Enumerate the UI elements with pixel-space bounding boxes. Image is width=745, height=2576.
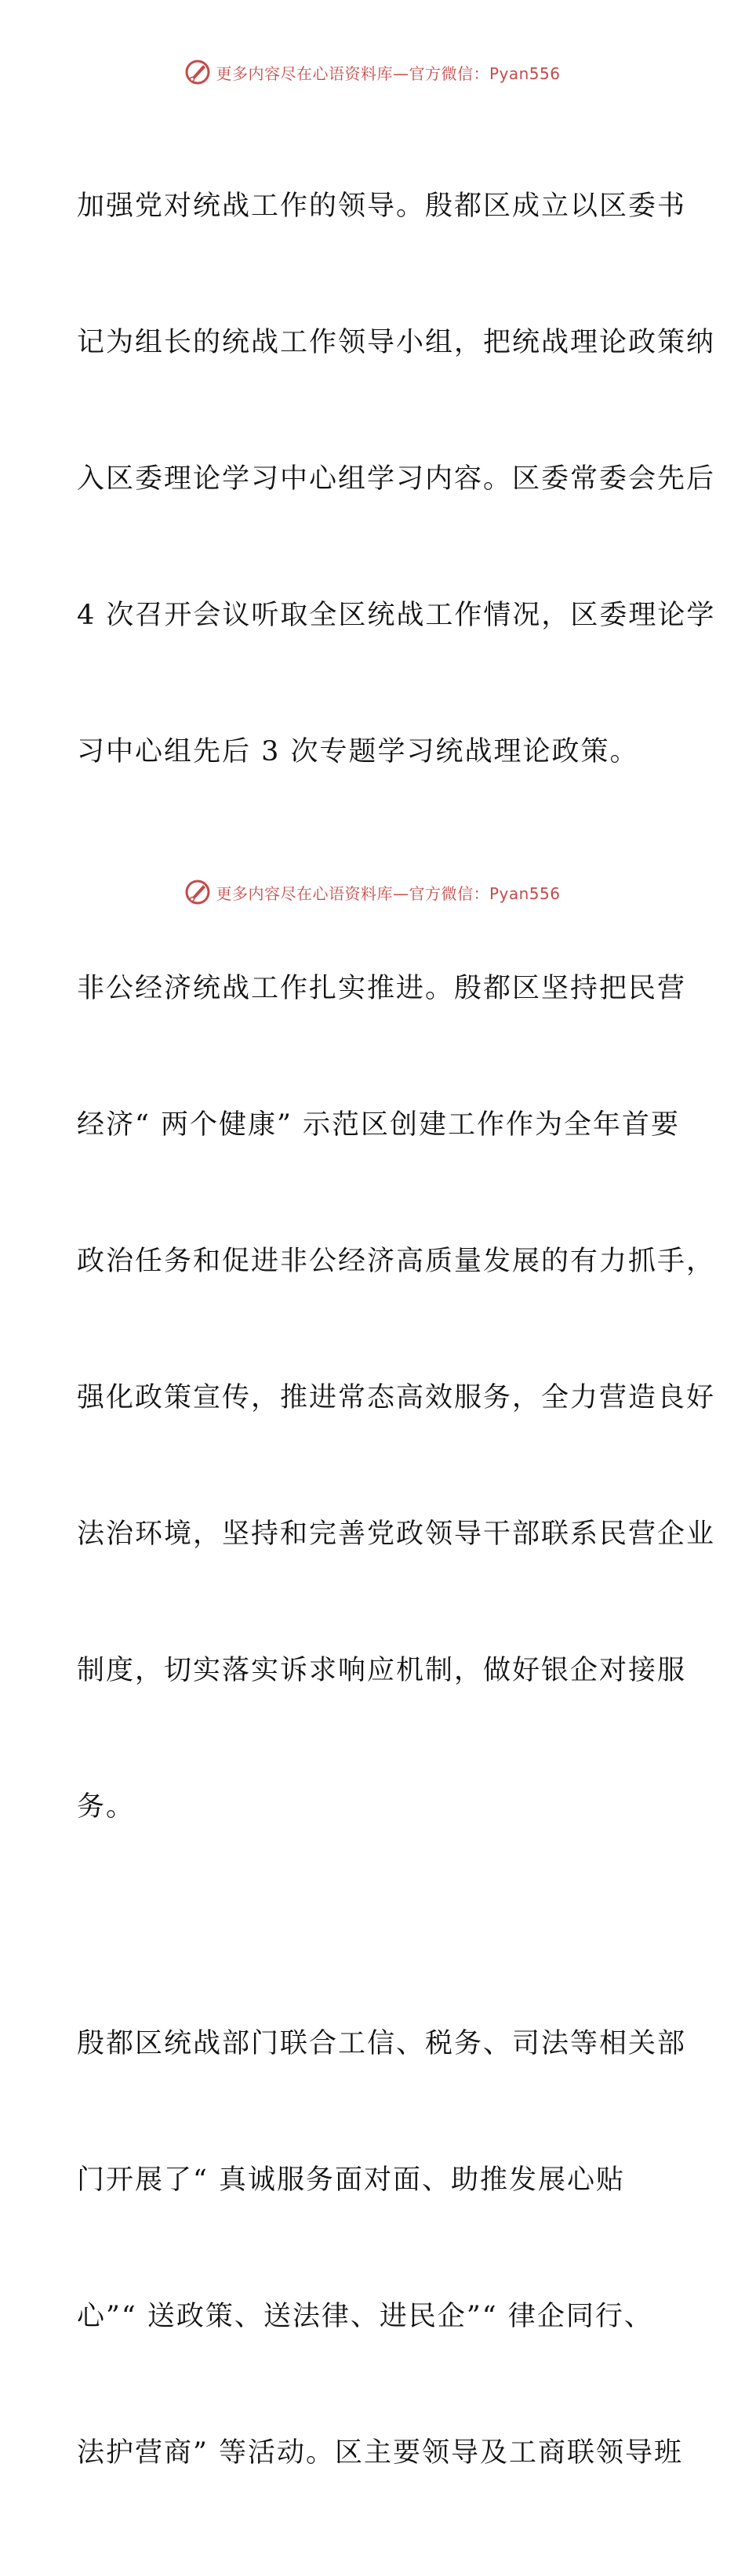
text-line: 习中心组先后 3 次专题学习统战理论政策。 <box>77 736 639 767</box>
text-line: 法治环境，坚持和完善党政领导干部联系民营企业 <box>77 1518 716 1550</box>
text-line: 非公经济统战工作扎实推进。殷都区坚持把民营 <box>77 973 687 1004</box>
paragraph-3 <box>77 1930 687 2567</box>
text-line: 强化政策宣传，推进常态高效服务，全力营造良好 <box>77 1382 716 1413</box>
footer-banner-text: 更多内容尽在心语资料库—官方微信：Pyan556 <box>216 883 561 903</box>
text-line: 门开展了“ 真诚服务面对面、助推发展心贴 <box>77 2164 626 2196</box>
text-line: 入区委理论学习中心组学习内容。区委常委会先后 <box>77 463 716 495</box>
paragraph-1 <box>77 93 716 865</box>
text-line: 记为组长的统战工作领导小组，把统战理论政策纳 <box>77 327 716 358</box>
header-banner[interactable] <box>0 56 745 88</box>
text-line: 政治任务和促进非公经济高质量发展的有力抓手， <box>77 1246 716 1277</box>
text-line: 殷都区统战部门联合工信、税务、司法等相关部 <box>77 2028 687 2059</box>
text-line: 4 次召开会议听取全区统战工作情况，区委理论学 <box>77 600 716 631</box>
text-line: 法护营商” 等活动。区主要领导及工商联领导班 <box>77 2437 684 2469</box>
quill-logo-icon <box>184 59 211 85</box>
text-line: 制度，切实落实诉求响应机制，做好银企对接服 <box>77 1655 687 1686</box>
header-banner-text: 更多内容尽在心语资料库—官方微信：Pyan556 <box>216 63 561 83</box>
footer-banner[interactable] <box>0 876 745 908</box>
text-line: 加强党对统战工作的领导。殷都区成立以区委书 <box>77 190 687 222</box>
text-line: 心”“ 送政策、送法律、进民企”“ 律企同行、 <box>77 2301 653 2332</box>
text-line: 务。 <box>77 1791 136 1823</box>
paragraph-2 <box>77 875 716 1921</box>
quill-logo-icon <box>184 879 211 905</box>
text-line: 经济“ 两个健康” 示范区创建工作作为全年首要 <box>77 1109 681 1141</box>
document-body <box>77 93 716 2576</box>
